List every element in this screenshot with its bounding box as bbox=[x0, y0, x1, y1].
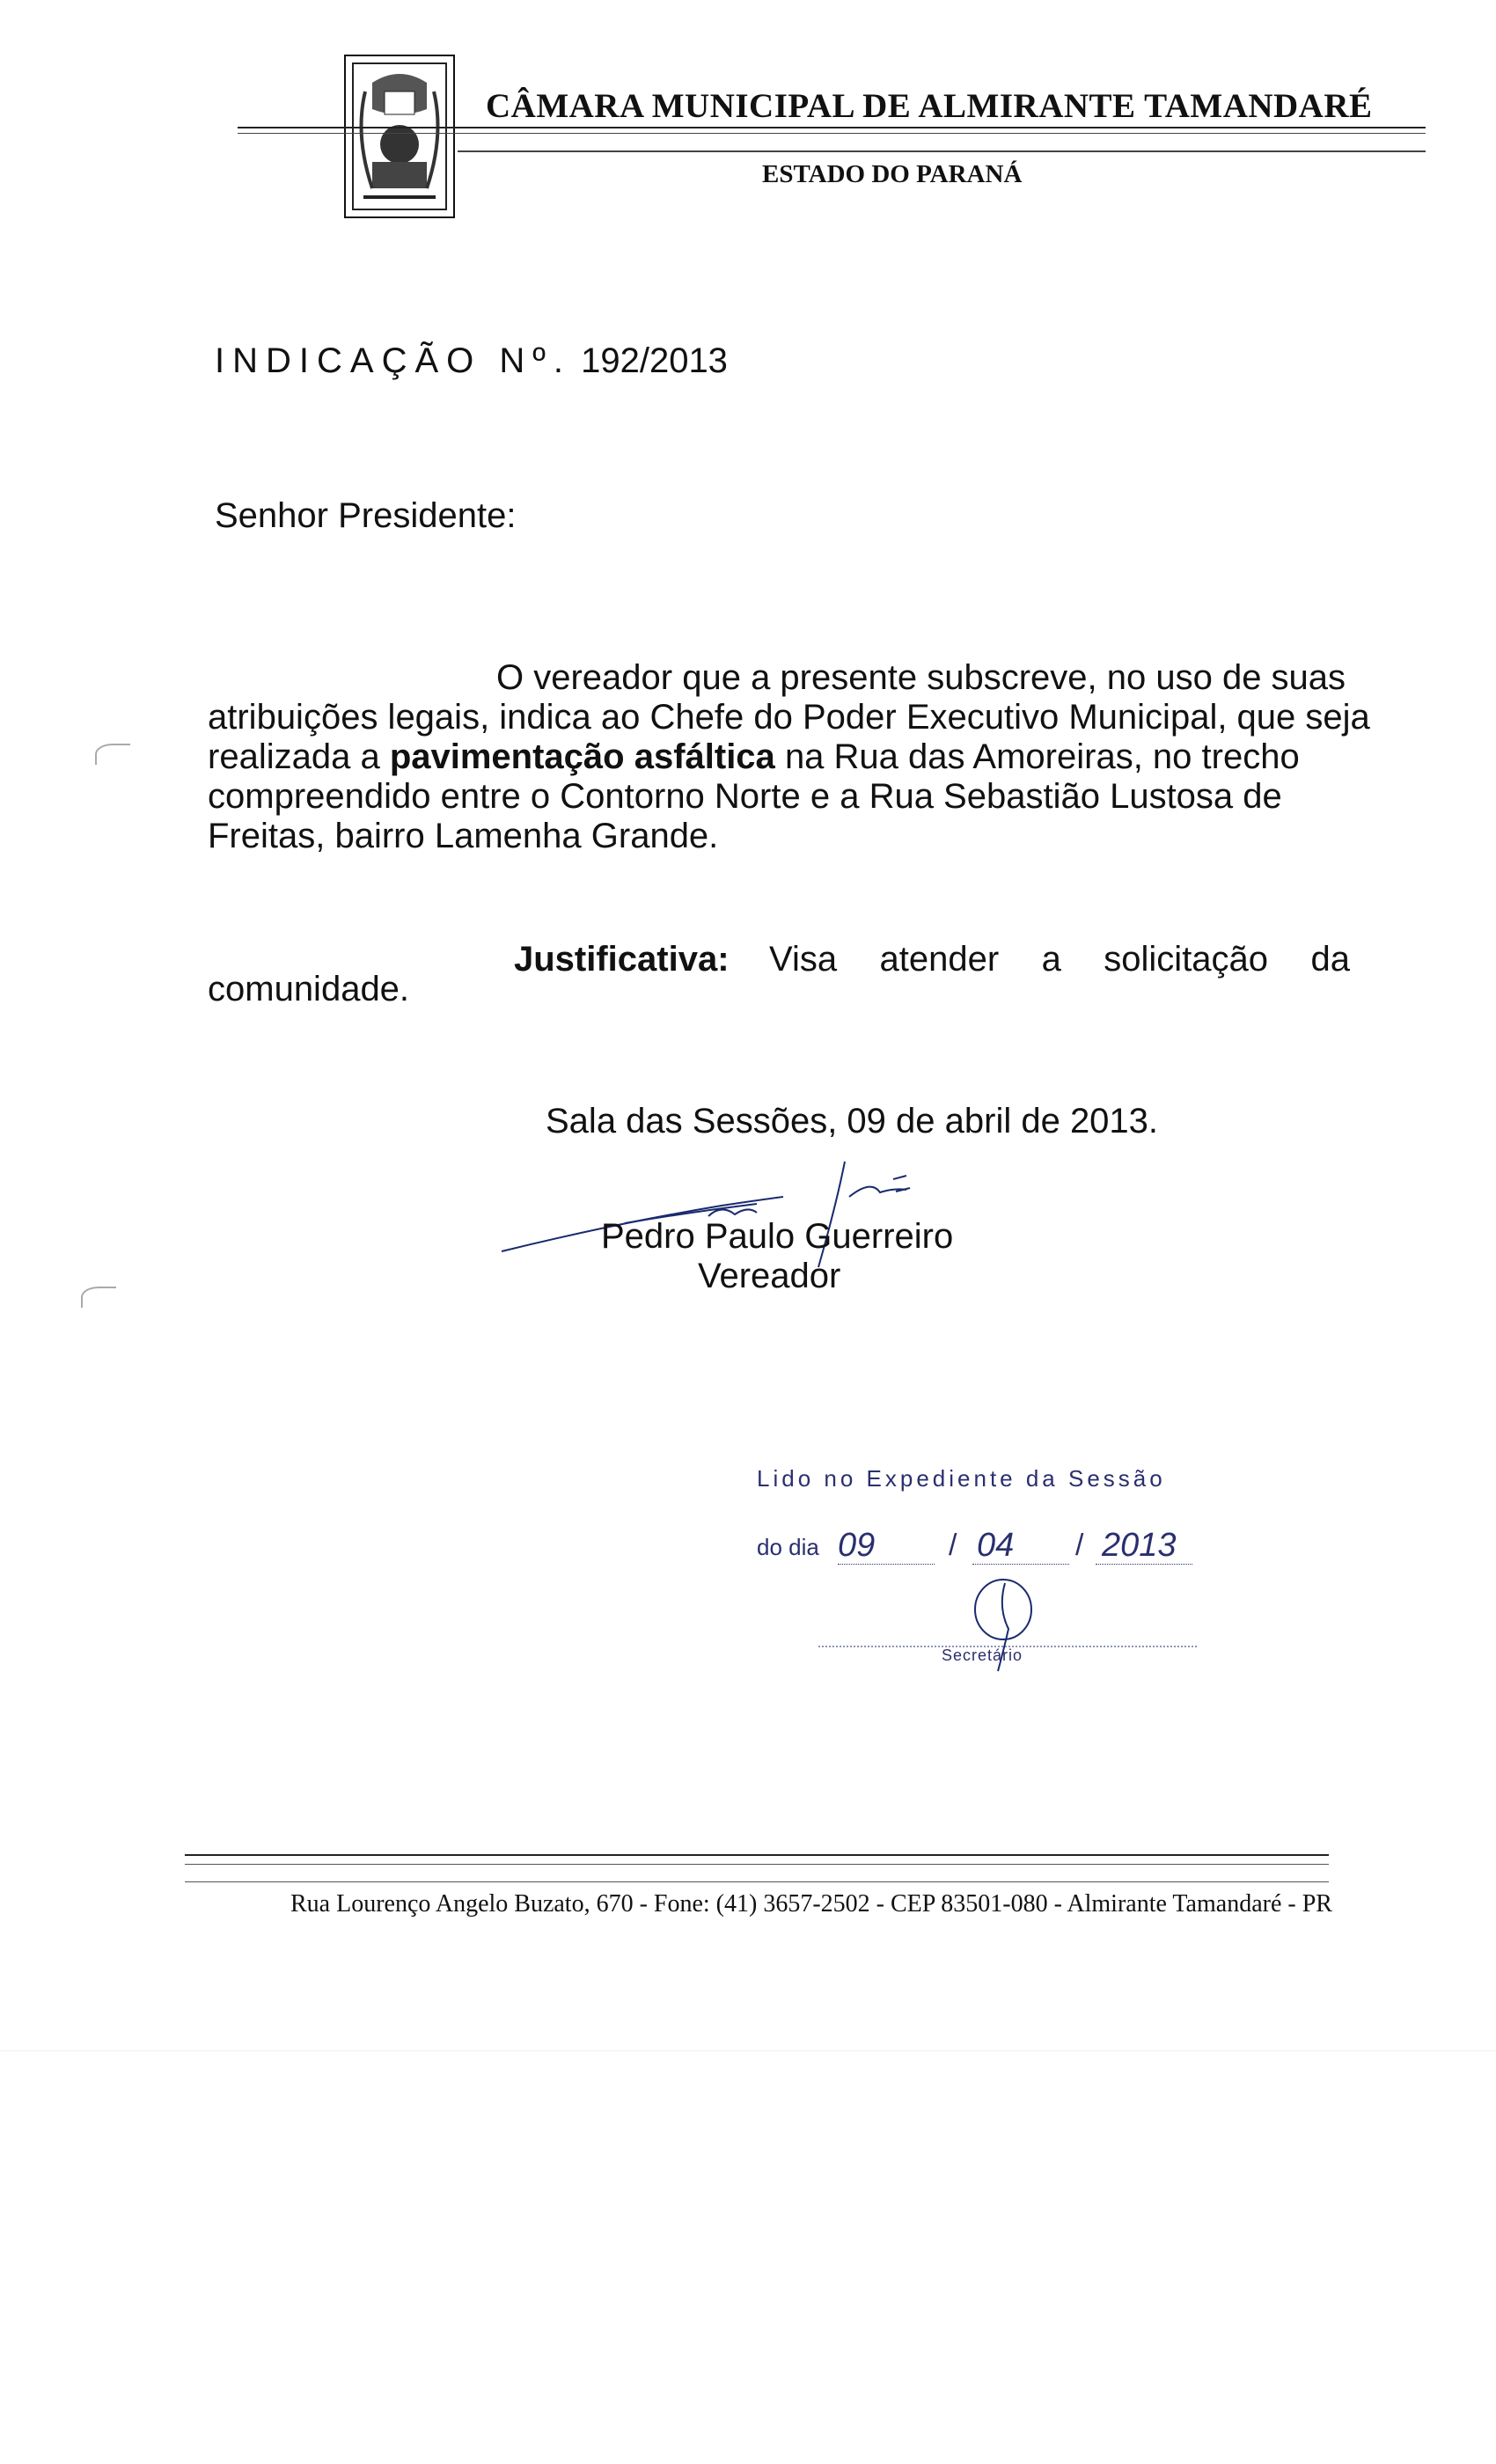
document-number bbox=[215, 341, 728, 381]
date-separator: / bbox=[949, 1529, 957, 1562]
main-paragraph bbox=[208, 658, 1370, 856]
footer-divider bbox=[185, 1881, 1329, 1882]
paragraph-line: Freitas, bairro Lamenha Grande. bbox=[208, 817, 719, 855]
paragraph-line: atribuições legais, indica ao Chefe do Poder Executivo Municipal, que seja bbox=[208, 698, 1370, 737]
justification-label: Justificativa: bbox=[514, 940, 730, 979]
footer-divider bbox=[185, 1854, 1329, 1856]
header-divider bbox=[458, 150, 1426, 152]
punch-hole-mark bbox=[81, 1287, 116, 1308]
justification-text: Visa atender a solicitação da bbox=[769, 940, 1350, 979]
stamp-role: Secretário bbox=[942, 1646, 1023, 1664]
header-divider bbox=[238, 127, 1426, 128]
state-subtitle: ESTADO DO PARANÁ bbox=[762, 160, 1023, 188]
stamp-underline bbox=[1096, 1564, 1192, 1565]
greeting: Senhor Presidente: bbox=[215, 496, 517, 535]
coat-of-arms-icon bbox=[344, 55, 455, 218]
header-divider bbox=[238, 133, 1426, 134]
punch-hole-mark bbox=[95, 744, 130, 765]
paragraph-line: realizada a pavimentação asfáltica na Rua das Amoreiras, no trecho bbox=[208, 737, 1300, 776]
stamp-underline bbox=[838, 1564, 935, 1565]
paragraph-line: compreendido entre o Contorno Norte e a Rua Sebastião Lustosa de bbox=[208, 777, 1282, 816]
footer-address: Rua Lourenço Angelo Buzato, 670 - Fone: (41) 3657-2502 - CEP 83501-080 - Almirante Tamandaré - PR bbox=[290, 1890, 1332, 1918]
indicacao-number: 192/2013 bbox=[581, 341, 728, 380]
date-separator: / bbox=[1075, 1529, 1084, 1562]
justification-continuation: comunidade. bbox=[208, 970, 410, 1008]
stamp-underline bbox=[972, 1564, 1069, 1565]
paragraph-line: O vereador que a presente subscreve, no uso de suas bbox=[496, 658, 1346, 697]
institution-title: CÂMARA MUNICIPAL DE ALMIRANTE TAMANDARÉ bbox=[486, 87, 1373, 125]
place-date: Sala das Sessões, 09 de abril de 2013. bbox=[546, 1102, 1159, 1140]
footer-divider bbox=[185, 1864, 1329, 1865]
signatory-name: Pedro Paulo Guerreiro bbox=[601, 1217, 954, 1256]
emphasis-text: pavimentação asfáltica bbox=[389, 737, 775, 776]
stamp-heading: Lido no Expediente da Sessão bbox=[757, 1465, 1166, 1492]
stamp-year: 2013 bbox=[1102, 1527, 1177, 1564]
stamp-day-label: do dia bbox=[757, 1534, 819, 1560]
indicacao-label: INDICAÇÃO Nº. bbox=[215, 341, 571, 380]
page-edge bbox=[0, 2050, 1496, 2051]
stamp-day: 09 bbox=[838, 1527, 876, 1564]
stamp-month: 04 bbox=[977, 1527, 1015, 1564]
signatory-role: Vereador bbox=[698, 1257, 841, 1295]
reception-stamp bbox=[757, 1465, 1250, 1694]
